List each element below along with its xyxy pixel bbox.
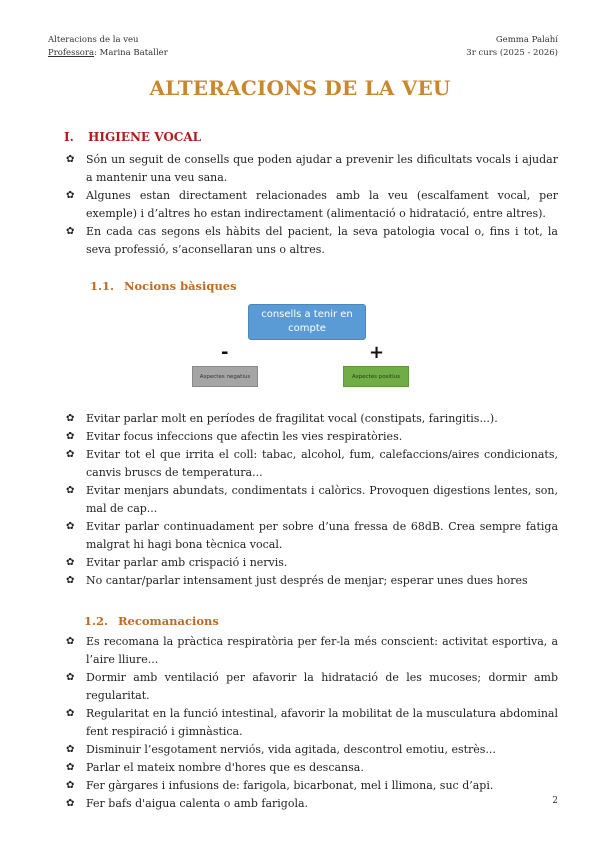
professor-line xyxy=(48,47,168,60)
subsection-title: Nocions bàsiques xyxy=(124,279,237,293)
flower-bullet-icon: ✿ xyxy=(66,672,75,683)
list-item xyxy=(64,518,558,554)
negative-aspects-box: Aspectes negatius xyxy=(192,366,258,387)
list-item-text: Dormir amb ventilació per afavorir la hidratació de les mucoses; dormir amb regularitat. xyxy=(86,671,558,702)
list-item-text: Disminuir l’esgotament nerviós, vida agitada, descontrol emotiu, estrès... xyxy=(86,743,496,756)
list-item xyxy=(64,151,558,187)
list-item-text: No cantar/parlar intensament just després de menjar; esperar unes dues hores xyxy=(86,574,528,587)
list-item-text: Parlar el mateix nombre d'hores que es descansa. xyxy=(86,761,364,774)
flower-bullet-icon: ✿ xyxy=(66,413,75,424)
list-item xyxy=(64,777,558,795)
flower-bullet-icon: ✿ xyxy=(66,521,75,532)
header-left xyxy=(48,34,168,60)
list-item xyxy=(64,223,558,259)
author-name: Gemma Palahí xyxy=(495,35,558,45)
list-item xyxy=(64,705,558,741)
list-item xyxy=(64,795,558,813)
list-item xyxy=(64,669,558,705)
list-item xyxy=(64,482,558,518)
list-item xyxy=(64,633,558,669)
list-item-text: Són un seguit de consells que poden ajudar a prevenir les dificultats vocals i ajudar a mantenir una veu sana. xyxy=(86,153,558,184)
diagram-main-box: consells a tenir en compte xyxy=(248,304,366,340)
list-item-text: Fer gàrgares i infusions de: farigola, bicarbonat, mel i llimona, suc d’api. xyxy=(86,779,494,792)
subsection-number: 1.2. xyxy=(84,614,109,628)
flower-bullet-icon: ✿ xyxy=(66,557,75,568)
section-heading-higiene-vocal xyxy=(64,130,201,144)
flower-bullet-icon: ✿ xyxy=(66,780,75,791)
flower-bullet-icon: ✿ xyxy=(66,485,75,496)
list-item-text: Evitar parlar continuadament per sobre d’una fressa de 68dB. Crea sempre fatiga malgrat hi hagi bona tècnica vocal. xyxy=(86,520,558,551)
list-item-text: Es recomana la pràctica respiratòria per fer-la més conscient: activitat esportiva, a l’aire lliure... xyxy=(86,635,558,666)
course-year: 3r curs (2025 - 2026) xyxy=(466,48,558,58)
professor-label: Professora xyxy=(48,48,95,58)
list-item-text: Algunes estan directament relacionades amb la veu (escalfament vocal, per exemple) i d’altres ho estan indirectament (alimentació o hidratació, entre altres). xyxy=(86,189,558,220)
minus-sign: - xyxy=(221,342,229,363)
list-item-text: Regularitat en la funció intestinal, afavorir la mobilitat de la musculatura abdominal fent respiració i gimnàstica. xyxy=(86,707,558,738)
subsection-heading-recomanacions xyxy=(84,614,219,628)
section11-bullet-list xyxy=(64,410,558,590)
list-item-text: Fer bafs d'aigua calenta o amb farigola. xyxy=(86,797,309,810)
flower-bullet-icon: ✿ xyxy=(66,449,75,460)
flower-bullet-icon: ✿ xyxy=(66,431,75,442)
list-item-text: Evitar menjars abundats, condimentats i calòrics. Provoquen digestions lentes, son, mal de cap... xyxy=(86,484,558,515)
list-item-text: En cada cas segons els hàbits del pacient, la seva patologia vocal o, fins i tot, la seva professió, s’aconsellaran uns o altres. xyxy=(86,225,558,256)
section-number: I. xyxy=(64,130,74,144)
list-item xyxy=(64,187,558,223)
subsection-number: 1.1. xyxy=(90,279,115,293)
professor-name: : Marina Bataller xyxy=(94,48,168,58)
flower-bullet-icon: ✿ xyxy=(66,154,75,165)
flower-bullet-icon: ✿ xyxy=(66,798,75,809)
list-item xyxy=(64,759,558,777)
flower-bullet-icon: ✿ xyxy=(66,744,75,755)
subsection-title: Recomanacions xyxy=(118,614,219,628)
plus-sign: + xyxy=(369,342,385,363)
section-title: HIGIENE VOCAL xyxy=(88,130,202,144)
list-item xyxy=(64,741,558,759)
header-right xyxy=(466,34,558,60)
flower-bullet-icon: ✿ xyxy=(66,708,75,719)
page-number: 2 xyxy=(552,796,558,806)
section12-bullet-list xyxy=(64,633,558,813)
list-item xyxy=(64,428,558,446)
course-title: Alteracions de la veu xyxy=(48,35,139,45)
flower-bullet-icon: ✿ xyxy=(66,190,75,201)
list-item xyxy=(64,446,558,482)
flower-bullet-icon: ✿ xyxy=(66,226,75,237)
flower-bullet-icon: ✿ xyxy=(66,575,75,586)
positive-aspects-box: Aspectes positius xyxy=(343,366,409,387)
list-item xyxy=(64,554,558,572)
list-item xyxy=(64,410,558,428)
flower-bullet-icon: ✿ xyxy=(66,762,75,773)
list-item-text: Evitar focus infeccions que afectin les vies respiratòries. xyxy=(86,430,403,443)
list-item-text: Evitar parlar amb crispació i nervis. xyxy=(86,556,288,569)
subsection-heading-nocions-basiques xyxy=(90,279,237,293)
list-item-text: Evitar parlar molt en períodes de fragilitat vocal (constipats, faringitis...). xyxy=(86,412,498,425)
flower-bullet-icon: ✿ xyxy=(66,636,75,647)
section1-bullet-list xyxy=(64,151,558,259)
list-item-text: Evitar tot el que irrita el coll: tabac, alcohol, fum, calefaccions/aires condicionats, canvis bruscs de temperatura... xyxy=(86,448,558,479)
list-item xyxy=(64,572,558,590)
document-title: ALTERACIONS DE LA VEU xyxy=(149,76,451,100)
